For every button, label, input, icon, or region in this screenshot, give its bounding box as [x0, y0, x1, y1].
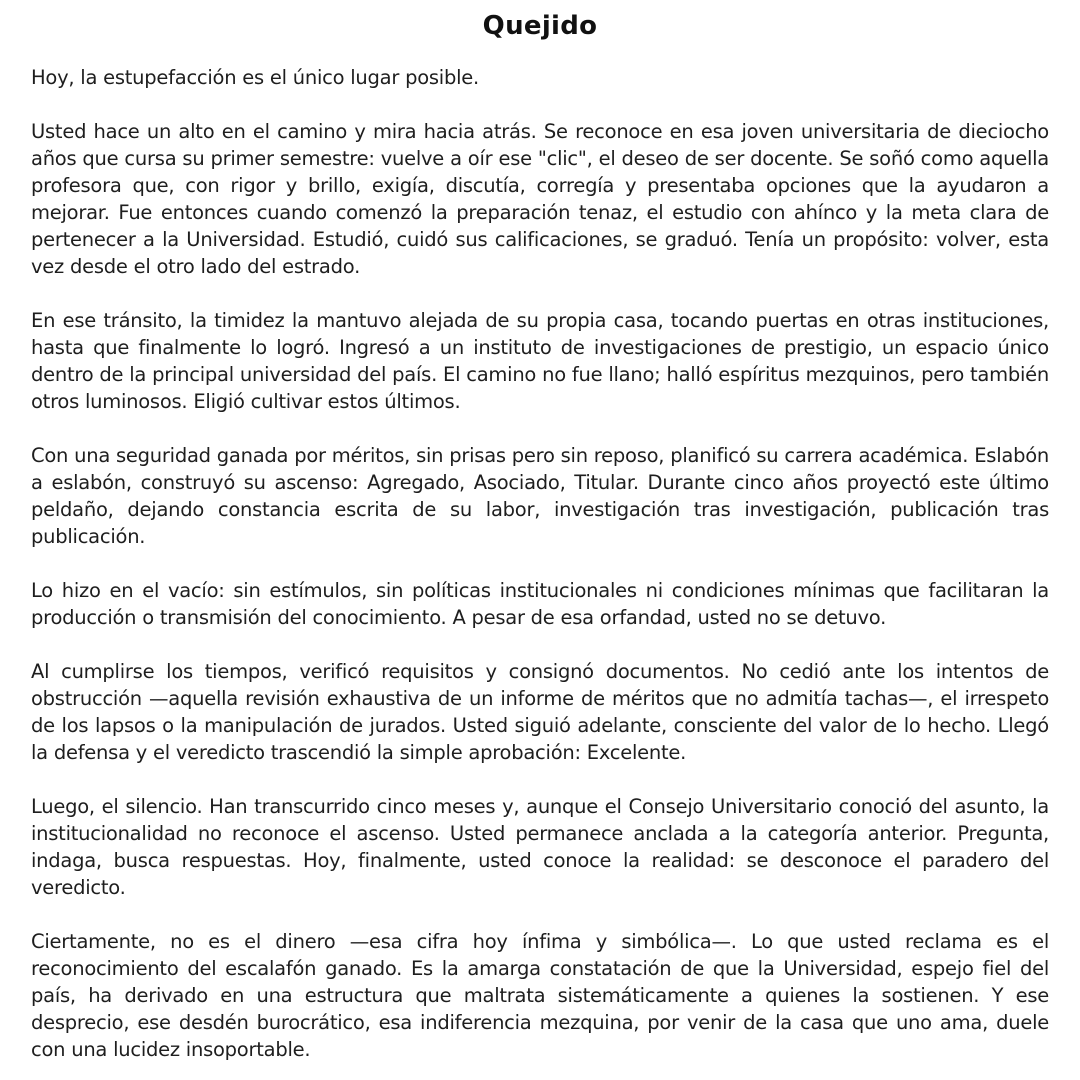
paragraph-6: Al cumplirse los tiempos, verificó requisitos y consignó documentos. No cedió ante los intentos de obstrucción —aquella revisión exhaustiva de un informe de méritos que no admitía tachas—, el irrespeto de los lapsos o la manipulación de jurados. Usted siguió adelante, consciente del valor de lo hecho. Llegó la defensa y el veredicto trascendió la simple aprobación: Excelente.: [31, 660, 1049, 764]
paragraph-3: En ese tránsito, la timidez la mantuvo alejada de su propia casa, tocando puertas en otras instituciones, hasta que finalmente lo logró. Ingresó a un instituto de investigaciones de prestigio, un espacio único dentro de la principal universidad del país. El camino no fue llano; halló espíritus mezquinos, pero también otros luminosos. Eligió cultivar estos últimos.: [31, 309, 1049, 413]
paragraph-1: Hoy, la estupefacción es el único lugar posible.: [31, 66, 479, 89]
paragraph-4: Con una seguridad ganada por méritos, sin prisas pero sin reposo, planificó su carrera académica. Eslabón a eslabón, construyó su ascenso: Agregado, Asociado, Titular. Durante cinco años proyectó este último peldaño, dejando constancia escrita de su labor, investigación tras investigación, publicación tras publicación.: [31, 444, 1049, 548]
paragraph-8: Ciertamente, no es el dinero —esa cifra hoy ínfima y simbólica—. Lo que usted reclama es el reconocimiento del escalafón ganado. Es la amarga constatación de que la Universidad, espejo fiel del país, ha derivado en una estructura que maltrata sistemáticamente a quienes la sostienen. Y ese desprecio, ese desdén burocrático, esa indiferencia mezquina, por venir de la casa que uno ama, duele con una lucidez insoportable.: [31, 930, 1049, 1061]
document-title: Quejido: [482, 11, 598, 41]
paragraph-7: Luego, el silencio. Han transcurrido cinco meses y, aunque el Consejo Universitario conoció del asunto, la institucionalidad no reconoce el ascenso. Usted permanece anclada a la categoría anterior. Pregunta, indaga, busca respuestas. Hoy, finalmente, usted conoce la realidad: se desconoce el paradero del veredicto.: [31, 795, 1049, 899]
paragraph-2: Usted hace un alto en el camino y mira hacia atrás. Se reconoce en esa joven universitaria de dieciocho años que cursa su primer semestre: vuelve a oír ese "clic", el deseo de ser docente. Se soñó como aquella profesora que, con rigor y brillo, exigía, discutía, corregía y presentaba opciones que la ayudaron a mejorar. Fue entonces cuando comenzó la preparación tenaz, el estudio con ahínco y la meta clara de pertenecer a la Universidad. Estudió, cuidó sus calificaciones, se graduó. Tenía un propósito: volver, esta vez desde el otro lado del estrado.: [31, 120, 1049, 278]
paragraph-5: Lo hizo en el vacío: sin estímulos, sin políticas institucionales ni condiciones mínimas que facilitaran la producción o transmisión del conocimiento. A pesar de esa orfandad, usted no se detuvo.: [31, 579, 1049, 629]
